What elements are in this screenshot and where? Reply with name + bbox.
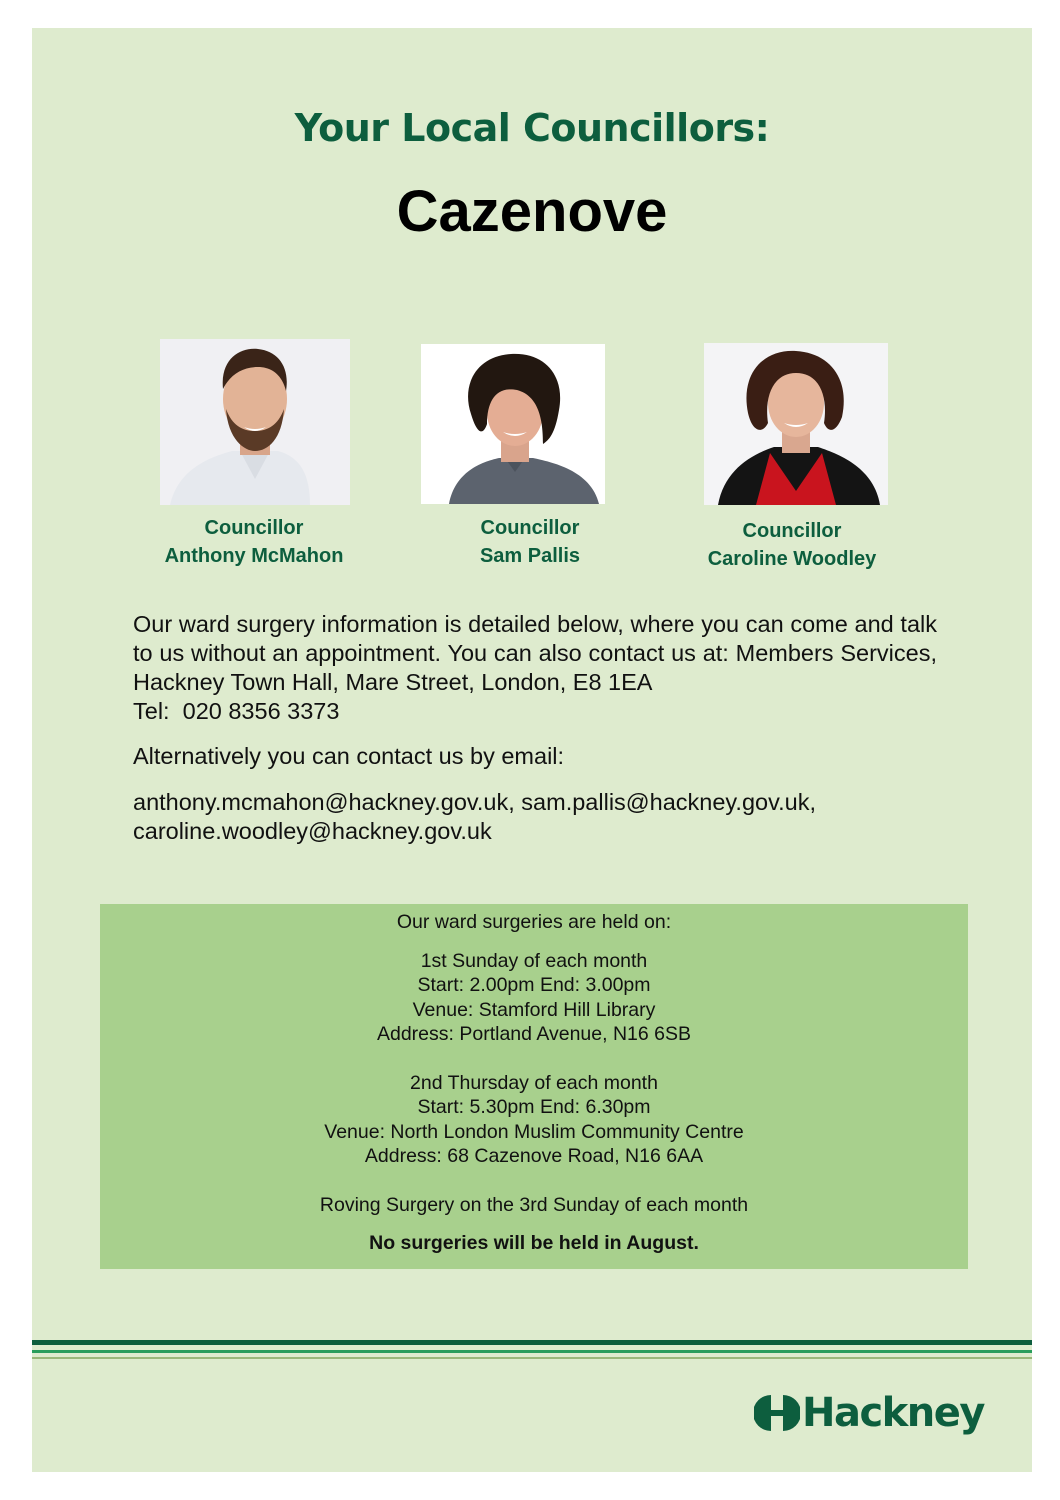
email-line-1: anthony.mcmahon@hackney.gov.uk, sam.pallis@hackney.gov.uk, bbox=[133, 789, 816, 815]
email-list bbox=[133, 788, 937, 846]
councillor-title: Councillor bbox=[480, 517, 580, 539]
councillor-title: Councillor bbox=[204, 517, 304, 539]
footer-rule-dark bbox=[32, 1340, 1032, 1345]
hackney-h-icon bbox=[754, 1393, 800, 1433]
councillor-caption-anthony-mcmahon bbox=[134, 514, 374, 570]
councillor-photo-caroline-woodley bbox=[704, 343, 888, 505]
councillor-name: Anthony McMahon bbox=[164, 545, 344, 567]
session-time: Start: 2.00pm End: 3.00pm bbox=[417, 974, 651, 996]
roving-surgery-note: Roving Surgery on the 3rd Sunday of each month bbox=[319, 1193, 749, 1216]
session-address: Address: 68 Cazenove Road, N16 6AA bbox=[364, 1145, 704, 1167]
session-venue: Venue: Stamford Hill Library bbox=[412, 998, 656, 1021]
ward-surgeries-box bbox=[100, 904, 968, 1269]
hackney-logo bbox=[754, 1390, 984, 1436]
intro-paragraph: Our ward surgery information is detailed below, where you can come and talk to us without an appointment. You can also contact us at: Members Services, Hackney Town Hall, Mare Street, London, E8 1EA bbox=[133, 611, 937, 695]
councillor-name: Sam Pallis bbox=[479, 545, 581, 567]
footer-rule-bright bbox=[32, 1350, 1032, 1353]
councillor-caption-caroline-woodley bbox=[662, 517, 922, 573]
session-time: Start: 5.30pm End: 6.30pm bbox=[417, 1096, 651, 1118]
session-venue: Venue: North London Muslim Community Centre bbox=[324, 1120, 744, 1143]
session-when: 1st Sunday of each month bbox=[420, 949, 648, 972]
page-kicker: Your Local Councillors: bbox=[294, 106, 770, 150]
session-address: Address: Portland Avenue, N16 6SB bbox=[376, 1023, 691, 1045]
councillor-photo-sam-pallis bbox=[421, 344, 605, 504]
councillor-title: Councillor bbox=[742, 520, 842, 542]
email-intro: Alternatively you can contact us by email: bbox=[133, 743, 565, 769]
ward-title: Cazenove bbox=[396, 179, 668, 244]
contact-telephone: Tel: 020 8356 3373 bbox=[133, 698, 340, 724]
session-when: 2nd Thursday of each month bbox=[410, 1071, 658, 1094]
councillor-name: Caroline Woodley bbox=[707, 548, 877, 570]
flyer-page bbox=[32, 28, 1032, 1472]
email-line-2: caroline.woodley@hackney.gov.uk bbox=[133, 818, 492, 844]
councillor-photo-anthony-mcmahon bbox=[160, 339, 350, 505]
hackney-wordmark: Hackney bbox=[802, 1390, 984, 1436]
surgeries-heading: Our ward surgeries are held on: bbox=[396, 911, 672, 933]
surgery-session-2 bbox=[100, 1071, 968, 1169]
councillor-caption-sam-pallis bbox=[410, 514, 650, 570]
footer-rule-olive bbox=[32, 1357, 1032, 1359]
august-notice: No surgeries will be held in August. bbox=[369, 1232, 699, 1254]
surgery-session-1 bbox=[100, 949, 968, 1047]
